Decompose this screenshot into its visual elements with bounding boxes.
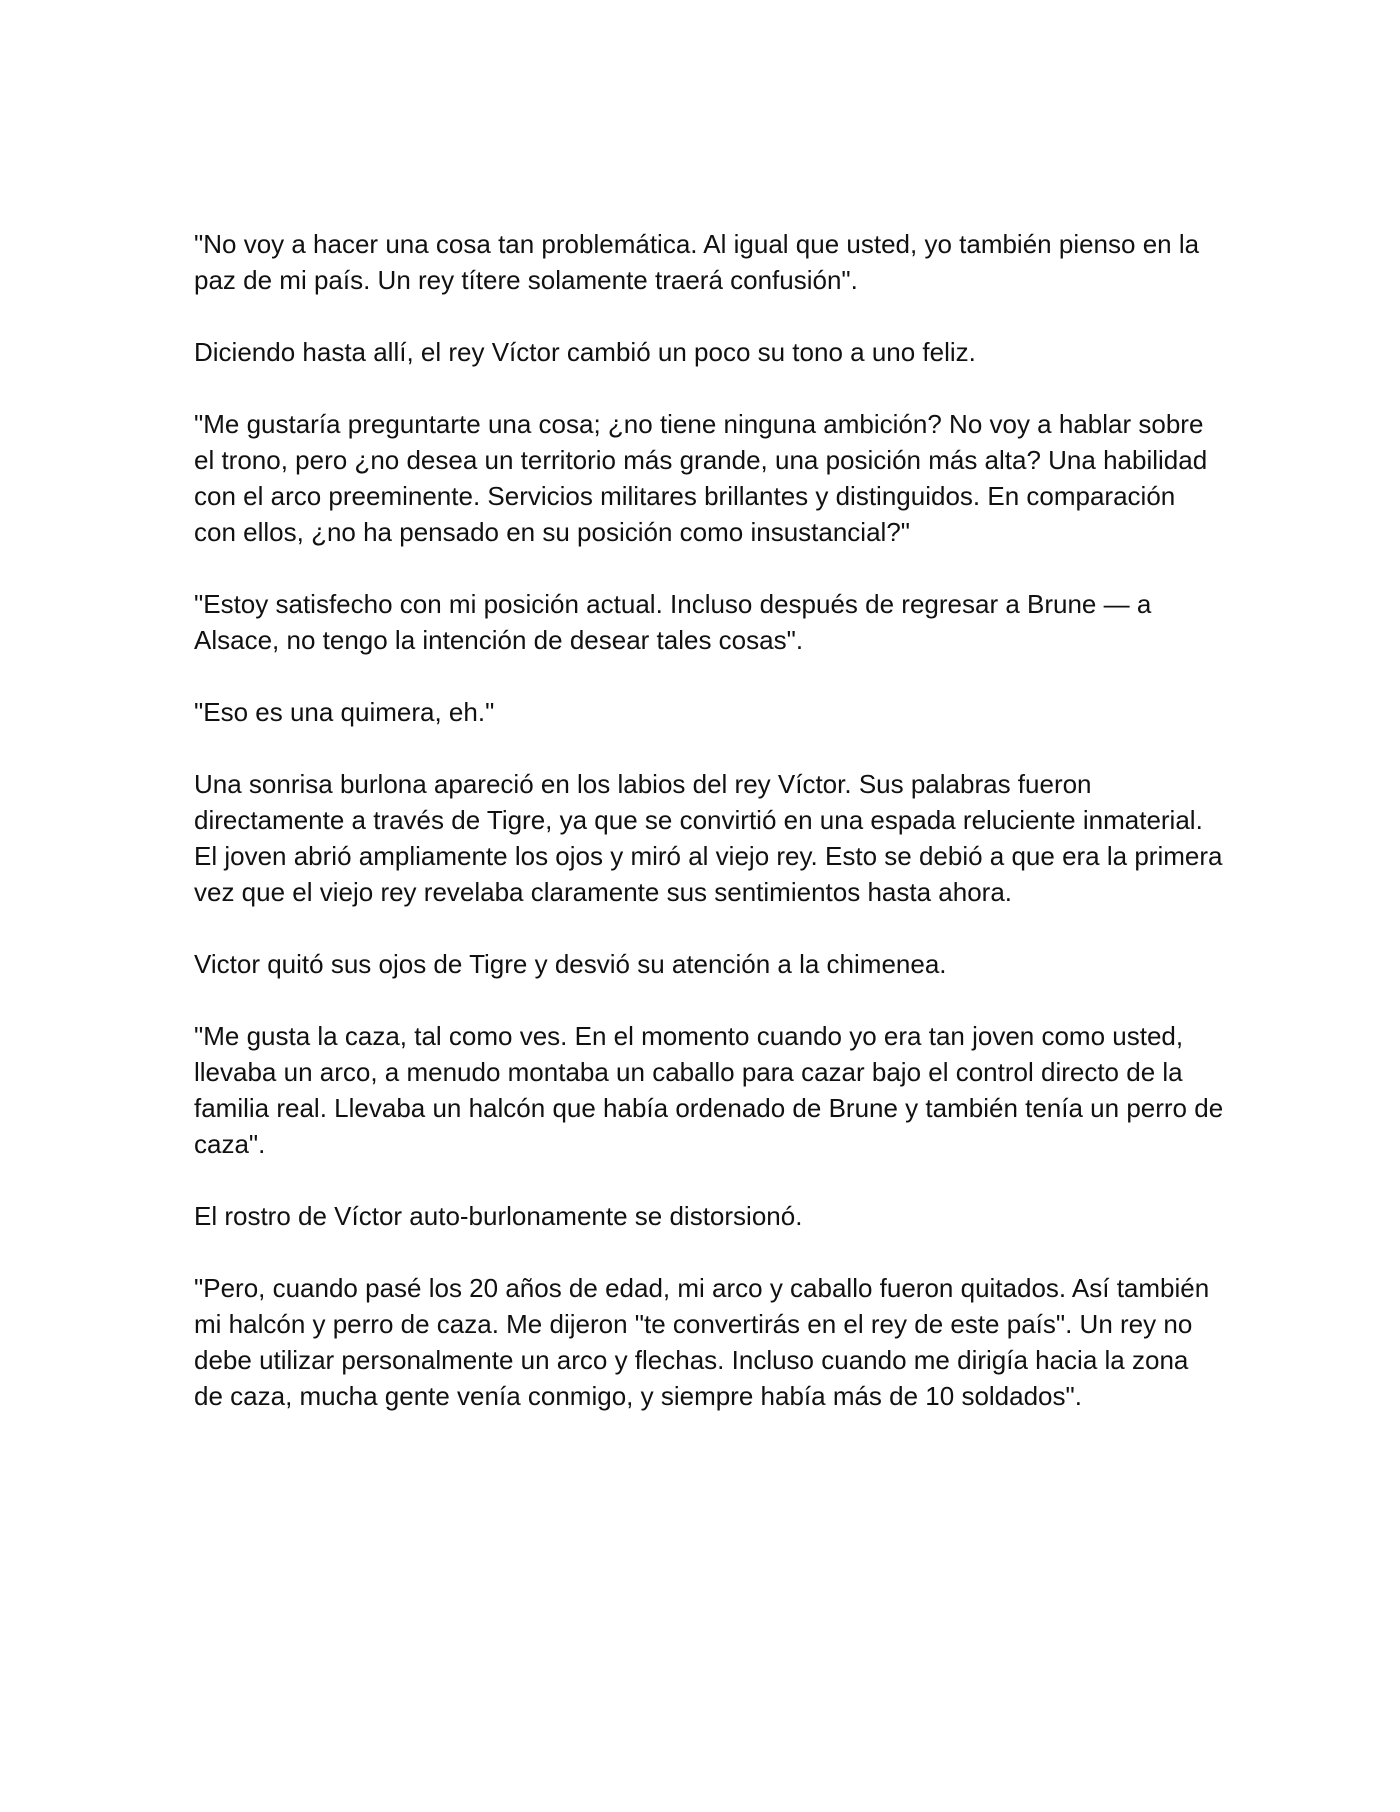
paragraph-7: Victor quitó sus ojos de Tigre y desvió su atención a la chimenea. [194,949,947,979]
paragraph-1: "No voy a hacer una cosa tan problemática. Al igual que usted, yo también pienso en la paz de mi país. Un rey títere solamente traerá confusión". [194,229,1200,295]
paragraph-5: "Eso es una quimera, eh." [194,697,495,727]
paragraph-4: "Estoy satisfecho con mi posición actual. Incluso después de regresar a Brune — a Alsace, no tengo la intención de desear tales cosas". [194,589,1152,655]
document-body [194,226,1224,1450]
paragraph-8: "Me gusta la caza, tal como ves. En el momento cuando yo era tan joven como usted, llevaba un arco, a menudo montaba un caballo para cazar bajo el control directo de la familia real. Llevaba un halcón que había ordenado de Brune y también tenía un perro de caza". [194,1021,1224,1159]
paragraph-9: El rostro de Víctor auto-burlonamente se distorsionó. [194,1201,803,1231]
paragraph-6: Una sonrisa burlona apareció en los labios del rey Víctor. Sus palabras fueron directamente a través de Tigre, ya que se convirtió en una espada reluciente inmaterial. El joven abrió ampliamente los ojos y miró al viejo rey. Esto se debió a que era la primera vez que el viejo rey revelaba claramente sus sentimientos hasta ahora. [194,769,1223,907]
paragraph-2: Diciendo hasta allí, el rey Víctor cambió un poco su tono a uno feliz. [194,337,976,367]
paragraph-3: "Me gustaría preguntarte una cosa; ¿no tiene ninguna ambición? No voy a hablar sobre el trono, pero ¿no desea un territorio más grande, una posición más alta? Una habilidad con el arco preeminente. Servicios militares brillantes y distinguidos. En comparación con ellos, ¿no ha pensado en su posición como insustancial?" [194,409,1208,547]
paragraph-10: "Pero, cuando pasé los 20 años de edad, mi arco y caballo fueron quitados. Así también mi halcón y perro de caza. Me dijeron "te convertirás en el rey de este país". Un rey no debe utilizar personalmente un arco y flechas. Incluso cuando me dirigía hacia la zona de caza, mucha gente venía conmigo, y siempre había más de 10 soldados". [194,1273,1210,1411]
